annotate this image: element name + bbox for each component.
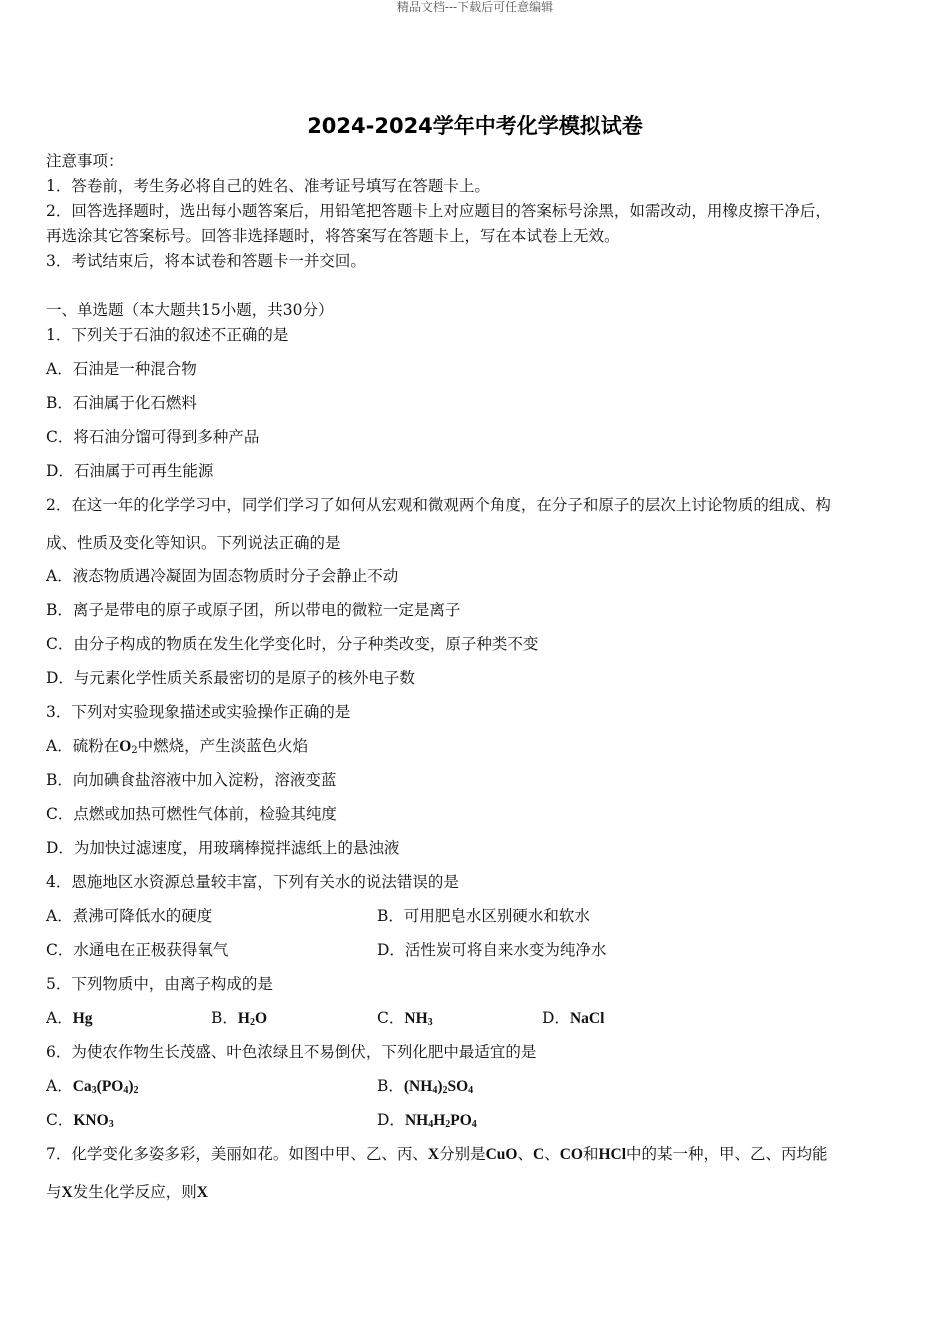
q6-a-s3: 2 bbox=[133, 1085, 139, 1096]
q5-option-c bbox=[377, 1008, 433, 1029]
q6-a-f2: (PO bbox=[96, 1078, 124, 1095]
q4-option-a: A．煮沸可降低水的硬度 bbox=[46, 907, 213, 925]
q3-a-post: 中燃烧，产生淡蓝色火焰 bbox=[137, 737, 309, 755]
q2-option-c: C．由分子构成的物质在发生化学变化时，分子种类改变，原子种类不变 bbox=[46, 635, 539, 653]
q7-co: CO bbox=[559, 1146, 583, 1163]
q2-option-d: D．与元素化学性质关系最密切的是原子的核外电子数 bbox=[46, 669, 415, 687]
q3-stem: 3．下列对实验现象描述或实验操作正确的是 bbox=[46, 703, 351, 721]
q3-a-sub: 2 bbox=[131, 745, 138, 756]
q6-b-f2: ) bbox=[437, 1078, 443, 1095]
q6-c-label: C． bbox=[46, 1111, 74, 1129]
q7-and: 和 bbox=[582, 1145, 599, 1163]
q5-b-sub-1: 2 bbox=[249, 1017, 255, 1028]
q5-option-b bbox=[211, 1008, 267, 1029]
q6-c-s1: 3 bbox=[108, 1119, 114, 1130]
page-title: 2024-2024学年中考化学模拟试卷 bbox=[307, 114, 643, 138]
q5-a-formula: Hg bbox=[72, 1010, 93, 1027]
q6-d-s1: 4 bbox=[428, 1119, 434, 1130]
q2-stem-line2: 成、性质及变化等知识。下列说法正确的是 bbox=[46, 534, 341, 552]
q3-a-pre: A．硫粉在 bbox=[46, 737, 120, 755]
q4-option-b: B．可用肥皂水区别硬水和软水 bbox=[377, 907, 590, 925]
q3-a-formula: O bbox=[119, 738, 132, 755]
q5-c-formula-1: NH bbox=[404, 1010, 428, 1027]
q6-d-label: D． bbox=[377, 1111, 405, 1129]
q5-option-d bbox=[542, 1008, 604, 1029]
q6-d-s3: 4 bbox=[471, 1119, 477, 1130]
q7-cuo: CuO bbox=[485, 1146, 518, 1163]
q7-sep-2: 、 bbox=[544, 1145, 560, 1163]
q7-stem-line1 bbox=[46, 1144, 828, 1165]
q7-stem-b: 分别是 bbox=[439, 1145, 486, 1163]
q7-x-3: X bbox=[196, 1184, 208, 1201]
q6-option-d bbox=[377, 1110, 477, 1131]
q7-line2-b: 发生化学反应，则 bbox=[72, 1183, 197, 1201]
q5-d-label: D． bbox=[542, 1009, 570, 1027]
page-header: 精品文档---下载后可任意编辑 bbox=[396, 0, 554, 14]
q2-option-a: A．液态物质遇冷凝固为固态物质时分子会静止不动 bbox=[46, 567, 399, 585]
q7-c: C bbox=[532, 1146, 545, 1163]
q5-d-formula: NaCl bbox=[569, 1010, 605, 1027]
q6-d-f1: NH bbox=[404, 1112, 429, 1129]
q3-option-d: D．为加快过滤速度，用玻璃棒搅拌滤纸上的悬浊液 bbox=[46, 839, 400, 857]
q4-option-c: C．水通电在正极获得氧气 bbox=[46, 941, 229, 959]
q5-c-label: C． bbox=[377, 1009, 405, 1027]
q6-option-a bbox=[46, 1076, 139, 1097]
q7-line2-a: 与 bbox=[46, 1183, 62, 1201]
notice-item-2: 2．回答选择题时，选出每小题答案后，用铅笔把答题卡上对应题目的答案标号涂黑，如需改动，用橡皮擦干净后， bbox=[46, 202, 831, 220]
q6-c-f1: KNO bbox=[73, 1112, 109, 1129]
q5-a-label: A． bbox=[46, 1009, 73, 1027]
q3-option-c: C．点燃或加热可燃性气体前，检验其纯度 bbox=[46, 805, 337, 823]
q1-stem: 1．下列关于石油的叙述不正确的是 bbox=[46, 326, 289, 344]
q6-a-s2: 4 bbox=[123, 1085, 129, 1096]
q6-b-s1: 4 bbox=[432, 1085, 438, 1096]
q6-d-f3: PO bbox=[450, 1112, 472, 1129]
q6-d-s2: 2 bbox=[445, 1119, 451, 1130]
q1-option-d: D．石油属于可再生能源 bbox=[46, 462, 214, 480]
q5-stem: 5．下列物质中，由离子构成的是 bbox=[46, 975, 273, 993]
q2-option-b: B．离子是带电的原子或原子团，所以带电的微粒一定是离子 bbox=[46, 601, 461, 619]
q7-stem-c: 中的某一种，甲、乙、丙均能 bbox=[626, 1145, 828, 1163]
q6-stem: 6．为使农作物生长茂盛、叶色浓绿且不易倒伏，下列化肥中最适宜的是 bbox=[46, 1043, 537, 1061]
q6-b-s2: 2 bbox=[442, 1085, 448, 1096]
q6-a-f1: Ca bbox=[72, 1078, 92, 1095]
q7-stem-a: 7．化学变化多姿多彩，美丽如花。如图中甲、乙、丙、 bbox=[46, 1145, 428, 1163]
q6-option-b bbox=[377, 1076, 473, 1097]
q5-c-sub-1: 3 bbox=[427, 1017, 433, 1028]
q6-b-label: B． bbox=[377, 1077, 404, 1095]
q1-option-c: C．将石油分馏可得到多种产品 bbox=[46, 428, 260, 446]
section-heading: 一、单选题（本大题共15小题，共30分） bbox=[46, 301, 334, 319]
q6-b-f3: SO bbox=[447, 1078, 469, 1095]
q3-option-a bbox=[46, 736, 308, 757]
q1-option-a: A．石油是一种混合物 bbox=[46, 360, 197, 378]
q7-x-2: X bbox=[61, 1184, 73, 1201]
q6-b-s3: 4 bbox=[468, 1085, 474, 1096]
q4-option-d: D．活性炭可将自来水变为纯净水 bbox=[377, 941, 607, 959]
q5-b-formula-1: H bbox=[237, 1010, 250, 1027]
q7-x-1: X bbox=[427, 1146, 440, 1163]
q6-b-f1: (NH bbox=[403, 1078, 433, 1095]
q3-option-b: B．向加碘食盐溶液中加入淀粉，溶液变蓝 bbox=[46, 771, 337, 789]
q6-a-f3: ) bbox=[128, 1078, 134, 1095]
q6-a-label: A． bbox=[46, 1077, 73, 1095]
notice-heading: 注意事项： bbox=[46, 152, 124, 170]
q7-stem-line2 bbox=[46, 1182, 208, 1203]
q5-option-a bbox=[46, 1008, 93, 1029]
q5-b-formula-2: O bbox=[254, 1010, 268, 1027]
q2-stem-line1: 2．在这一年的化学学习中，同学们学习了如何从宏观和微观两个角度，在分子和原子的层次上讨论物质的组成、构 bbox=[46, 496, 831, 514]
q1-option-b: B．石油属于化石燃料 bbox=[46, 394, 197, 412]
q7-hcl: HCl bbox=[598, 1146, 627, 1163]
notice-item-2-cont: 再选涂其它答案标号。回答非选择题时，将答案写在答题卡上，写在本试卷上无效。 bbox=[46, 227, 620, 245]
q6-d-f2: H bbox=[433, 1112, 446, 1129]
q5-b-label: B． bbox=[211, 1009, 238, 1027]
q6-option-c bbox=[46, 1110, 114, 1131]
notice-item-3: 3．考试结束后，将本试卷和答题卡一并交回。 bbox=[46, 252, 366, 270]
q7-sep-1: 、 bbox=[517, 1145, 533, 1163]
q4-stem: 4．恩施地区水资源总量较丰富，下列有关水的说法错误的是 bbox=[46, 873, 459, 891]
notice-item-1: 1．答卷前，考生务必将自己的姓名、准考证号填写在答题卡上。 bbox=[46, 177, 490, 195]
q6-a-s1: 3 bbox=[91, 1085, 97, 1096]
